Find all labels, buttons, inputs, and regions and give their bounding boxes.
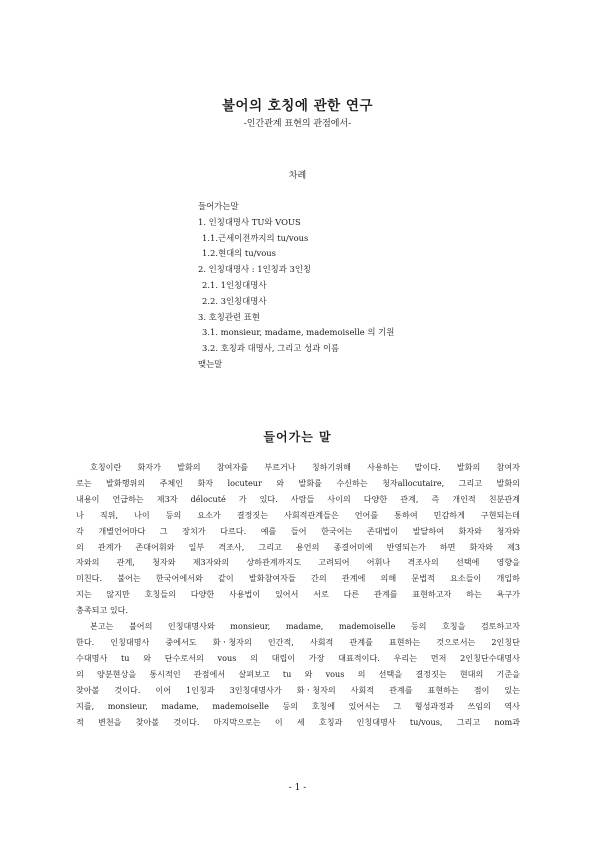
text-line: 각 개별언어마다 그 장치가 다르다. 예를 들어 한국어는 존대법이 발달하여 화자와 청자와 — [76, 525, 520, 536]
toc-item[interactable]: 1.2.현대의 tu/vous — [202, 248, 276, 259]
toc-item[interactable]: 맺는말 — [198, 358, 223, 369]
text-line: 적 변천을 찾아볼 것이다. 마지막으로는 이 세 호칭과 인칭대명사 tu/vous, 그리고 nom과 — [76, 716, 520, 727]
toc-item[interactable]: 1. 인칭대명사 TU와 VOUS — [198, 216, 301, 227]
page-number: - 1 - — [288, 783, 307, 793]
body-text — [76, 460, 520, 730]
text-line: 로는 발화행위의 주체인 화자 locuteur 와 발화를 수신하는 청자allocutaire, 그리고 발화의 — [76, 477, 520, 488]
text-line: 자와의 관계, 청자와 제3자와의 상하관계까지도 고려되어 어휘나 격조사의 선택에 영향을 — [76, 557, 520, 568]
text-line: 내용이 언급하는 제3자 délocuté 가 있다. 사람들 사이의 다양한 관계, 즉 개인적 친분관계 — [76, 493, 520, 504]
text-line: 의 양분현상을 통시적인 관점에서 살펴보고 tu 와 vous 의 선택을 결정짓는 현대의 기준을 — [76, 668, 520, 679]
text-line: 충족되고 있다. — [76, 605, 129, 616]
paragraph — [76, 619, 520, 730]
text-line: 찾아볼 것이다. 이어 1인칭과 3인칭대명사가 화ㆍ청자의 사회적 관계를 표현하는 점이 있는 — [76, 684, 520, 695]
toc-item[interactable]: 3.1. monsieur, madame, mademoiselle 의 기원 — [202, 327, 395, 338]
toc-item[interactable]: 1.1.근세이전까지의 tu/vous — [202, 232, 309, 243]
text-line: 수대명사 tu 와 단수로서의 vous 의 대립이 가장 대표적이다. 우리는 먼저 2인칭단수대명사 — [76, 652, 520, 663]
text-line: 본고는 불어의 인칭대명사와 monsieur, madame, mademoiselle 등의 호칭을 검토하고자 — [90, 621, 520, 632]
toc-item[interactable]: 2.2. 3인칭대명사 — [202, 295, 267, 306]
document-title: 불어의 호칭에 관한 연구 — [221, 98, 373, 114]
text-line: 미친다. 불어는 한국어에서와 같이 발화참여자들 간의 관계에 의해 문법적 요소들이 개입하 — [76, 573, 520, 584]
toc-item[interactable]: 3. 호칭관련 표현 — [198, 311, 260, 322]
toc-item[interactable]: 3.2. 호칭과 대명사, 그리고 성과 이름 — [202, 343, 340, 354]
text-line: 지를, monsieur, madame, mademoiselle 등의 호칭에 있어서는 그 형성과정과 쓰임의 역사 — [76, 700, 520, 711]
table-of-contents — [198, 199, 528, 373]
paragraph — [76, 460, 520, 619]
text-line: 나 직위, 나이 등의 요소가 결정짓는 사회적관계들은 언어를 통하여 민감하게 구현되는데 — [76, 509, 520, 520]
section-title: 들어가는 말 — [263, 430, 332, 444]
toc-heading: 차례 — [288, 171, 307, 181]
text-line: 한다. 인칭대명사 중에서도 화ㆍ청자의 인간적, 사회적 관계를 표현하는 것으로서는 2인칭단 — [76, 636, 520, 647]
text-line: 의 관계가 존대어휘와 일부 격조사, 그리고 용언의 종결어미에 반영되는가 하면 화자와 제3 — [76, 541, 520, 552]
document-subtitle: -인간관계 표현의 관점에서- — [243, 119, 352, 129]
toc-item[interactable]: 2. 인칭대명사 : 1인칭과 3인칭 — [198, 264, 312, 275]
text-line: 지는 않지만 호칭들의 다양한 사용법이 있어서 서로 다른 관계를 표현하고자 하는 욕구가 — [76, 589, 520, 600]
toc-item[interactable]: 2.1. 1인칭대명사 — [202, 279, 267, 290]
toc-item[interactable]: 들어가는말 — [198, 201, 239, 211]
text-line: 호칭이란 화자가 발화의 참여자를 부르거나 칭하기위해 사용하는 말이다. 발화의 참여자 — [90, 462, 520, 472]
